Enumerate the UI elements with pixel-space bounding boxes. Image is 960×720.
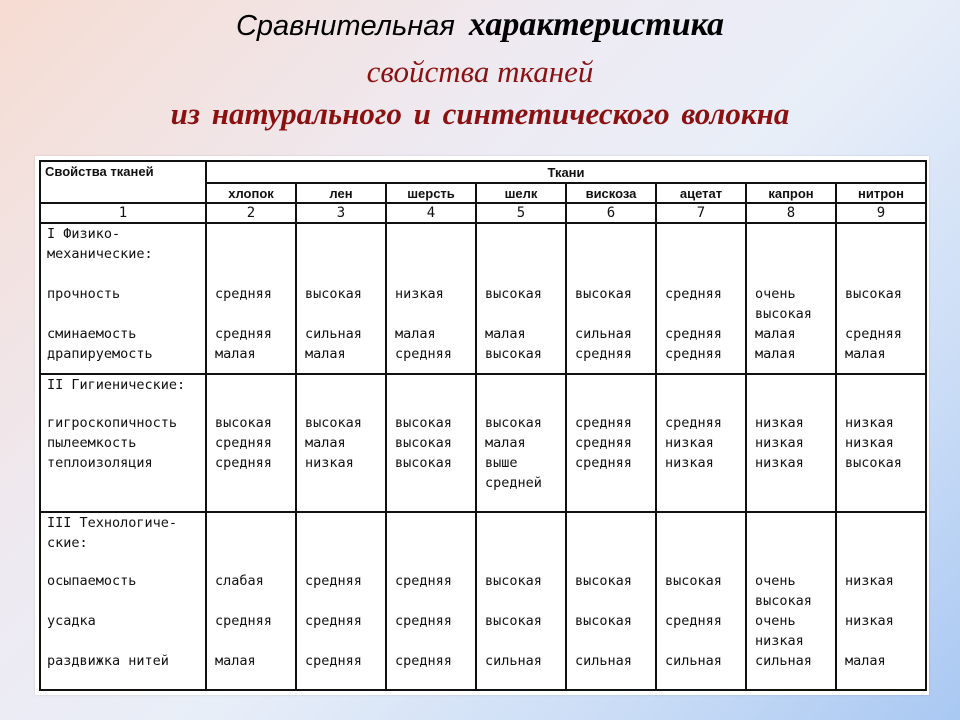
value: средняя	[305, 573, 362, 590]
group-1-properties	[40, 223, 206, 374]
value-cell	[476, 512, 566, 690]
value: высокая	[485, 613, 542, 630]
title-word-normal: Сравнительная	[235, 10, 455, 42]
group-title: II Гигиенические:	[47, 376, 186, 393]
page-title-line2: свойства тканей	[366, 54, 594, 89]
column-number: 2	[206, 203, 296, 223]
value: низкая	[395, 286, 444, 303]
value: средняя	[215, 613, 272, 630]
value: высокая	[485, 286, 542, 303]
fabric-header: вискоза	[566, 183, 656, 203]
column-number: 1	[40, 203, 206, 223]
value: низкая	[755, 633, 804, 650]
value: низкая	[305, 454, 354, 471]
property-label: гигроскопичность	[47, 414, 178, 431]
value: выше	[485, 454, 518, 471]
value-cell	[206, 223, 296, 374]
value: низкая	[845, 414, 894, 431]
value: низкая	[755, 414, 804, 431]
value: средняя	[215, 454, 272, 471]
value-cell	[746, 512, 836, 690]
column-number: 5	[476, 203, 566, 223]
value: сильная	[755, 653, 812, 670]
value: средняя	[665, 414, 722, 431]
fabric-header: нитрон	[836, 183, 926, 203]
value: средняя	[215, 326, 272, 343]
column-number: 9	[836, 203, 926, 223]
property-label: драпируемость	[47, 346, 153, 363]
column-number: 3	[296, 203, 386, 223]
value-cell	[206, 512, 296, 690]
value: высокая	[395, 454, 452, 471]
value: сильная	[575, 653, 632, 670]
value: средняя	[575, 434, 632, 451]
table-sheet	[35, 156, 929, 695]
value: малая	[215, 653, 256, 670]
value: малая	[755, 326, 796, 343]
value-cell	[296, 223, 386, 374]
group-title: I Физико-	[47, 226, 121, 243]
value: низкая	[845, 434, 894, 451]
value: высокая	[215, 414, 272, 431]
value-cell	[476, 223, 566, 374]
value: средняя	[305, 613, 362, 630]
value-cell	[386, 223, 476, 374]
value: высокая	[485, 346, 542, 363]
page-title-line3: из натурального и синтетического волокна	[170, 96, 790, 131]
value: высокая	[845, 286, 902, 303]
value: высокая	[395, 414, 452, 431]
value-cell	[656, 512, 746, 690]
value: очень	[755, 613, 796, 630]
fabric-header: шерсть	[386, 183, 476, 203]
value: сильная	[575, 326, 632, 343]
value: сильная	[485, 653, 542, 670]
value: высокая	[845, 454, 902, 471]
value: средняя	[575, 454, 632, 471]
value: малая	[845, 346, 886, 363]
value: низкая	[755, 454, 804, 471]
value: малая	[395, 326, 436, 343]
column-number: 6	[566, 203, 656, 223]
value: низкая	[845, 573, 894, 590]
value-cell	[836, 512, 926, 690]
header-properties: Свойства тканей	[40, 161, 206, 203]
property-label: усадка	[47, 613, 96, 630]
value: средняя	[215, 286, 272, 303]
value-cell	[296, 374, 386, 513]
value-cell	[746, 374, 836, 513]
value: очень	[755, 573, 796, 590]
value: средняя	[305, 653, 362, 670]
value: низкая	[755, 434, 804, 451]
value: средняя	[665, 326, 722, 343]
property-label: раздвижка нитей	[47, 653, 169, 670]
value: низкая	[665, 454, 714, 471]
group-2-properties	[40, 374, 206, 513]
value: малая	[485, 326, 526, 343]
value: малая	[485, 434, 526, 451]
value: средняя	[395, 346, 452, 363]
value: низкая	[845, 613, 894, 630]
value-cell	[206, 374, 296, 513]
group-title: III Технологиче-	[47, 515, 178, 532]
table-row-group-1	[40, 223, 926, 374]
page-title-line1	[0, 6, 960, 44]
value: малая	[305, 434, 346, 451]
fabric-header: ацетат	[656, 183, 746, 203]
column-number: 8	[746, 203, 836, 223]
value-cell	[566, 512, 656, 690]
value: сильная	[305, 326, 362, 343]
value: малая	[215, 346, 256, 363]
value: слабая	[215, 573, 264, 590]
value: высокая	[395, 434, 452, 451]
column-number: 7	[656, 203, 746, 223]
value: средняя	[845, 326, 902, 343]
value: средняя	[665, 346, 722, 363]
value: малая	[755, 346, 796, 363]
column-number: 4	[386, 203, 476, 223]
value: малая	[305, 346, 346, 363]
value-cell	[746, 223, 836, 374]
value: высокая	[305, 286, 362, 303]
value: средняя	[215, 434, 272, 451]
value: высокая	[665, 573, 722, 590]
value: средняя	[575, 346, 632, 363]
fabric-header: шелк	[476, 183, 566, 203]
value: высокая	[575, 573, 632, 590]
value-cell	[656, 374, 746, 513]
group-title: ские:	[47, 535, 88, 552]
value-cell	[836, 223, 926, 374]
value-cell	[836, 374, 926, 513]
property-label: сминаемость	[47, 326, 137, 343]
value: средняя	[395, 573, 452, 590]
value: средняя	[395, 613, 452, 630]
value: средней	[485, 474, 542, 491]
group-title: механические:	[47, 246, 153, 263]
value: очень	[755, 286, 796, 303]
value: высокая	[755, 306, 812, 323]
value: высокая	[755, 593, 812, 610]
value: сильная	[665, 653, 722, 670]
property-label: теплоизоляция	[47, 454, 153, 471]
value: малая	[845, 653, 886, 670]
property-label: пылеемкость	[47, 434, 137, 451]
value: высокая	[305, 414, 362, 431]
value: средняя	[665, 613, 722, 630]
value: низкая	[665, 434, 714, 451]
group-3-properties	[40, 512, 206, 690]
fabric-header: капрон	[746, 183, 836, 203]
value: средняя	[665, 286, 722, 303]
value: высокая	[485, 414, 542, 431]
value-cell	[566, 223, 656, 374]
value: средняя	[575, 414, 632, 431]
fabric-properties-table	[39, 160, 927, 691]
fabric-header: хлопок	[206, 183, 296, 203]
value-cell	[296, 512, 386, 690]
value-cell	[656, 223, 746, 374]
value: средняя	[395, 653, 452, 670]
fabric-header: лен	[296, 183, 386, 203]
value: высокая	[575, 613, 632, 630]
table-row-group-3	[40, 512, 926, 690]
value: высокая	[575, 286, 632, 303]
table-row-group-2	[40, 374, 926, 513]
value: высокая	[485, 573, 542, 590]
property-label: осыпаемость	[47, 573, 137, 590]
property-label: прочность	[47, 286, 121, 303]
title-word-bold: характеристика	[468, 6, 725, 43]
value-cell	[476, 374, 566, 513]
header-fabrics: Ткани	[206, 161, 926, 183]
value-cell	[386, 512, 476, 690]
value-cell	[566, 374, 656, 513]
value-cell	[386, 374, 476, 513]
